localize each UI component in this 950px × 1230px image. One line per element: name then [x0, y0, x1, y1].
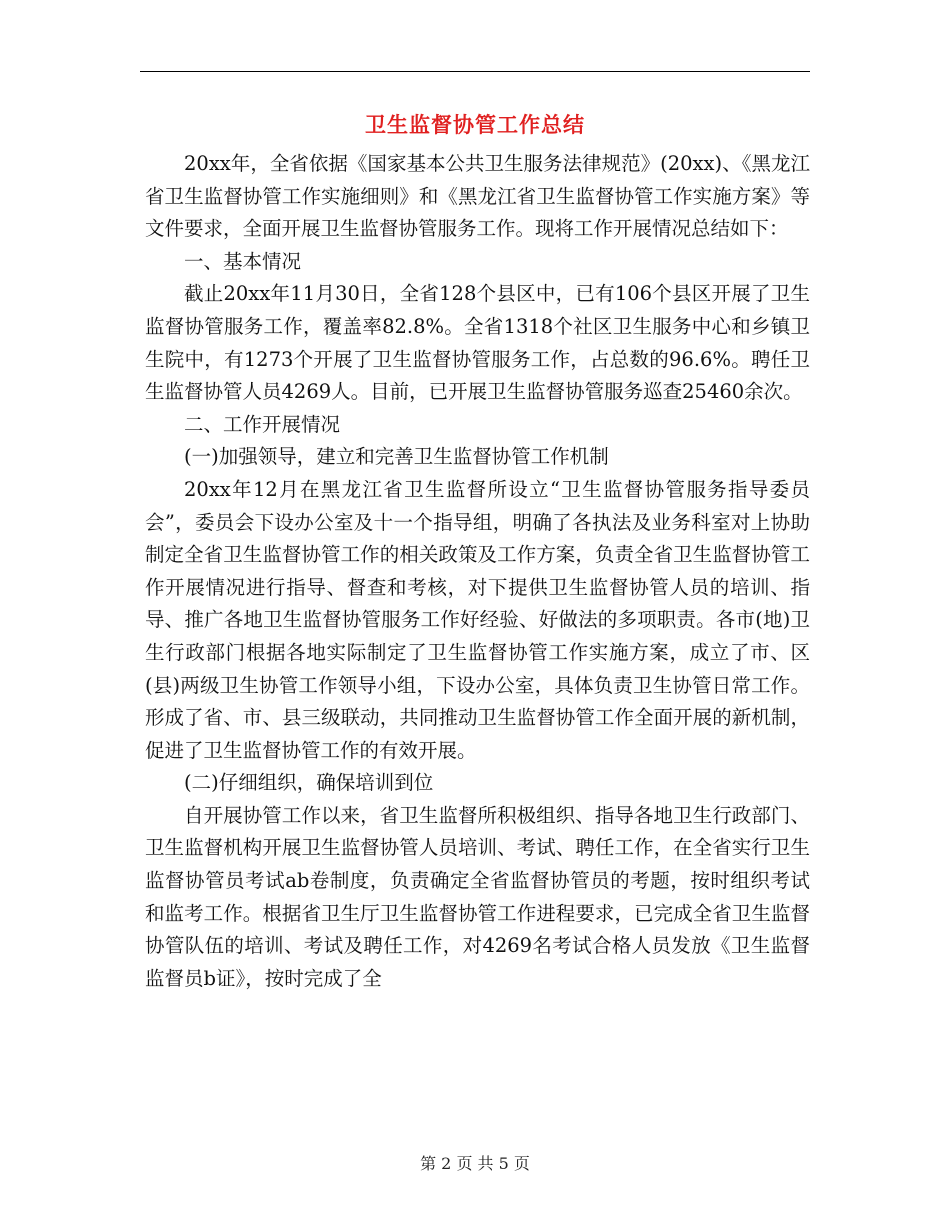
section-heading-basic: 一、基本情况: [184, 249, 302, 273]
subheading-leadership: (一)加强领导，建立和完善卫生监督协管工作机制: [184, 445, 609, 469]
page-number: 第 2 页 共 5 页: [420, 1154, 530, 1173]
basic-situation-paragraph: 截止20xx年11月30日，全省128个县区中，已有106个县区开展了卫生监督协管服务工作，覆盖率82.8%。全省1318个社区卫生服务中心和乡镇卫生院中，有1273个开展了卫生监督协管服务工作，占总数的96.6%。聘任卫生监督协管人员4269人。目前，已开展卫生监督协管服务巡查25460余次。: [145, 282, 810, 404]
subheading-training: (二)仔细组织，确保培训到位: [184, 771, 434, 795]
leadership-paragraph: 20xx年12月在黑龙江省卫生监督所设立“卫生监督协管服务指导委员会”，委员会下设办公室及十一个指导组，明确了各执法及业务科室对上协助制定全省卫生监督协管工作的相关政策及工作方案，负责全省卫生监督协管工作开展情况进行指导、督查和考核，对下提供卫生监督协管人员的培训、指导、推广各地卫生监督协管服务工作好经验、好做法的多项职责。各市(地)卫生行政部门根据各地实际制定了卫生监督协管工作实施方案，成立了市、区(县)两级卫生协管工作领导小组，下设办公室，具体负责卫生协管日常工作。形成了省、市、县三级联动，共同推动卫生监督协管工作全面开展的新机制，促进了卫生监督协管工作的有效开展。: [145, 477, 810, 762]
section-heading-work: 二、工作开展情况: [184, 412, 341, 436]
document-title: 卫生监督协管工作总结: [365, 112, 585, 137]
header-rule: [140, 71, 810, 72]
intro-paragraph: 20xx年，全省依据《国家基本公共卫生服务法律规范》(20xx)、《黑龙江省卫生监督协管工作实施细则》和《黑龙江省卫生监督协管工作实施方案》等文件要求，全面开展卫生监督协管服务工作。现将工作开展情况总结如下：: [145, 152, 810, 241]
document-body: [145, 148, 810, 995]
training-paragraph: 自开展协管工作以来，省卫生监督所积极组织、指导各地卫生行政部门、卫生监督机构开展卫生监督协管人员培训、考试、聘任工作，在全省实行卫生监督协管员考试ab卷制度，负责确定全省监督协管员的考题，按时组织考试和监考工作。根据省卫生厅卫生监督协管工作进程要求，已完成全省卫生监督协管队伍的培训、考试及聘任工作，对4269名考试合格人员发放《卫生监督监督员b证》，按时完成了全: [145, 803, 810, 990]
